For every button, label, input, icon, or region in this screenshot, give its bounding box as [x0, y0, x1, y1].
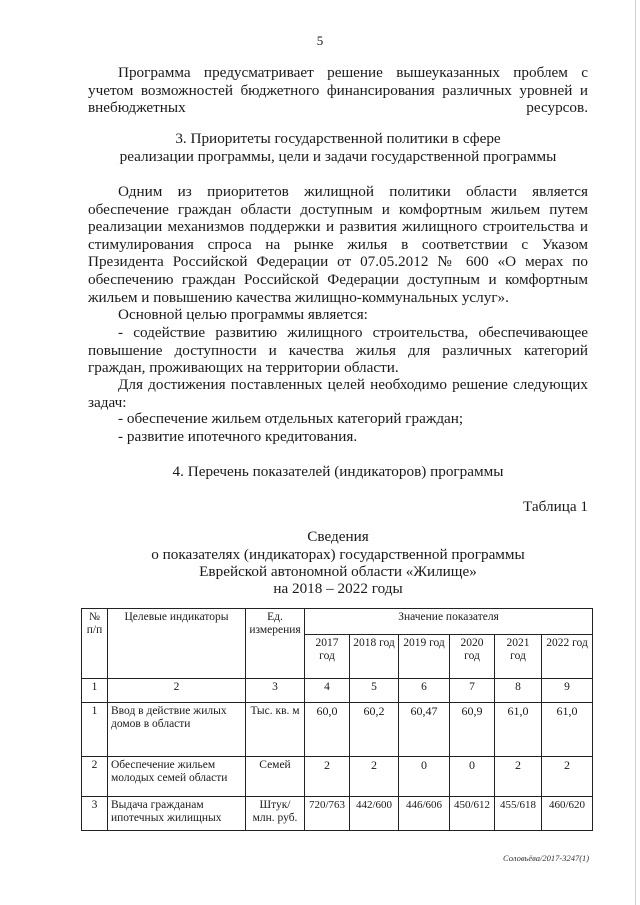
task-item-1: - обеспечение жильем отдельных категорий граждан; — [118, 410, 464, 427]
table-caption-line3: Еврейской автономной области «Жилище» — [199, 563, 477, 580]
row-value: 2 — [305, 757, 350, 797]
tasks-intro: Для достижения поставленных целей необходимо решение следующих задач: — [88, 376, 588, 411]
row-value: 60,2 — [350, 703, 399, 757]
row-value: 60,0 — [305, 703, 350, 757]
indicators-table — [81, 608, 593, 831]
row-indicator: Ввод в действие жилых домов в области — [108, 703, 246, 757]
table-caption-line2: о показателях (индикаторах) государственной программы — [151, 546, 525, 563]
header-year: 2020 год — [450, 635, 495, 679]
row-value: 460/620 — [542, 797, 593, 831]
row-value: 60,9 — [450, 703, 495, 757]
column-number: 6 — [399, 679, 450, 703]
header-year: 2017 год — [305, 635, 350, 679]
row-value: 2 — [350, 757, 399, 797]
header-year: 2019 год — [399, 635, 450, 679]
header-unit: Ед. измерения — [246, 609, 305, 679]
column-number: 9 — [542, 679, 593, 703]
row-indicator: Обеспечение жильем молодых семей области — [108, 757, 246, 797]
table-label: Таблица 1 — [523, 498, 588, 515]
row-unit: Семей — [246, 757, 305, 797]
row-value: 446/606 — [399, 797, 450, 831]
row-value: 0 — [450, 757, 495, 797]
column-number: 8 — [495, 679, 542, 703]
table-row — [82, 797, 593, 831]
section4-title: 4. Перечень показателей (индикаторов) программы — [172, 463, 504, 480]
row-value: 61,0 — [542, 703, 593, 757]
header-value: Значение показателя — [305, 609, 593, 635]
page-edge — [635, 0, 636, 905]
row-value: 2 — [495, 757, 542, 797]
header-indicator: Целевые индикаторы — [108, 609, 246, 679]
page-number: 5 — [316, 33, 324, 48]
row-value: 455/618 — [495, 797, 542, 831]
column-number: 7 — [450, 679, 495, 703]
row-num: 3 — [82, 797, 108, 831]
column-number: 1 — [82, 679, 108, 703]
section3-paragraph: Одним из приоритетов жилищной политики области является обеспечение граждан области доступным и комфортным жильем путем реализации механизмов поддержки и развития жилищного строительства и стимулирования спроса на рынке жилья в соответствии с Указом Президента Российской Федерации от 07.05.2012 № 600 «О мерах по обеспечению граждан Российской Федерации доступным и комфортным жильем и повышению качества жилищно-коммунальных услуг». — [88, 183, 588, 306]
column-number-row — [82, 679, 593, 703]
section3-title-line2: реализации программы, цели и задачи государственной программы — [119, 148, 557, 165]
section3-title-line1: 3. Приоритеты государственной политики в сфере — [175, 130, 501, 147]
task-item-2: - развитие ипотечного кредитования. — [118, 428, 358, 445]
row-value: 450/612 — [450, 797, 495, 831]
row-value: 2 — [542, 757, 593, 797]
row-value: 720/763 — [305, 797, 350, 831]
table-row — [82, 703, 593, 757]
header-num: № п/п — [82, 609, 108, 679]
header-year: 2021 год — [495, 635, 542, 679]
row-num: 2 — [82, 757, 108, 797]
row-value: 61,0 — [495, 703, 542, 757]
header-year: 2022 год — [542, 635, 593, 679]
intro-paragraph: Программа предусматривает решение вышеуказанных проблем с учетом возможностей бюджетного финансирования различных уровней и внебюджетных ресурсов. — [88, 64, 588, 117]
column-number: 4 — [305, 679, 350, 703]
table-caption-line4: на 2018 – 2022 годы — [273, 580, 403, 597]
row-indicator: Выдача гражданам ипотечных жилищных — [108, 797, 246, 831]
row-value: 60,47 — [399, 703, 450, 757]
row-value: 0 — [399, 757, 450, 797]
column-number: 5 — [350, 679, 399, 703]
footer-code: Соловьёва/2017-3247(1) — [503, 853, 590, 863]
column-number: 3 — [246, 679, 305, 703]
row-num: 1 — [82, 703, 108, 757]
goal-text: - содействие развитию жилищного строительства, обеспечивающее повышение доступности и качества жилья для различных категорий граждан, проживающих на территории области. — [88, 324, 588, 377]
table-row — [82, 757, 593, 797]
column-number: 2 — [108, 679, 246, 703]
header-year: 2018 год — [350, 635, 399, 679]
row-unit: Тыс. кв. м — [246, 703, 305, 757]
row-value: 442/600 — [350, 797, 399, 831]
table-caption-line1: Сведения — [307, 528, 369, 545]
row-unit: Штук/ млн. руб. — [246, 797, 305, 831]
goal-intro: Основной целью программы является: — [118, 306, 368, 323]
